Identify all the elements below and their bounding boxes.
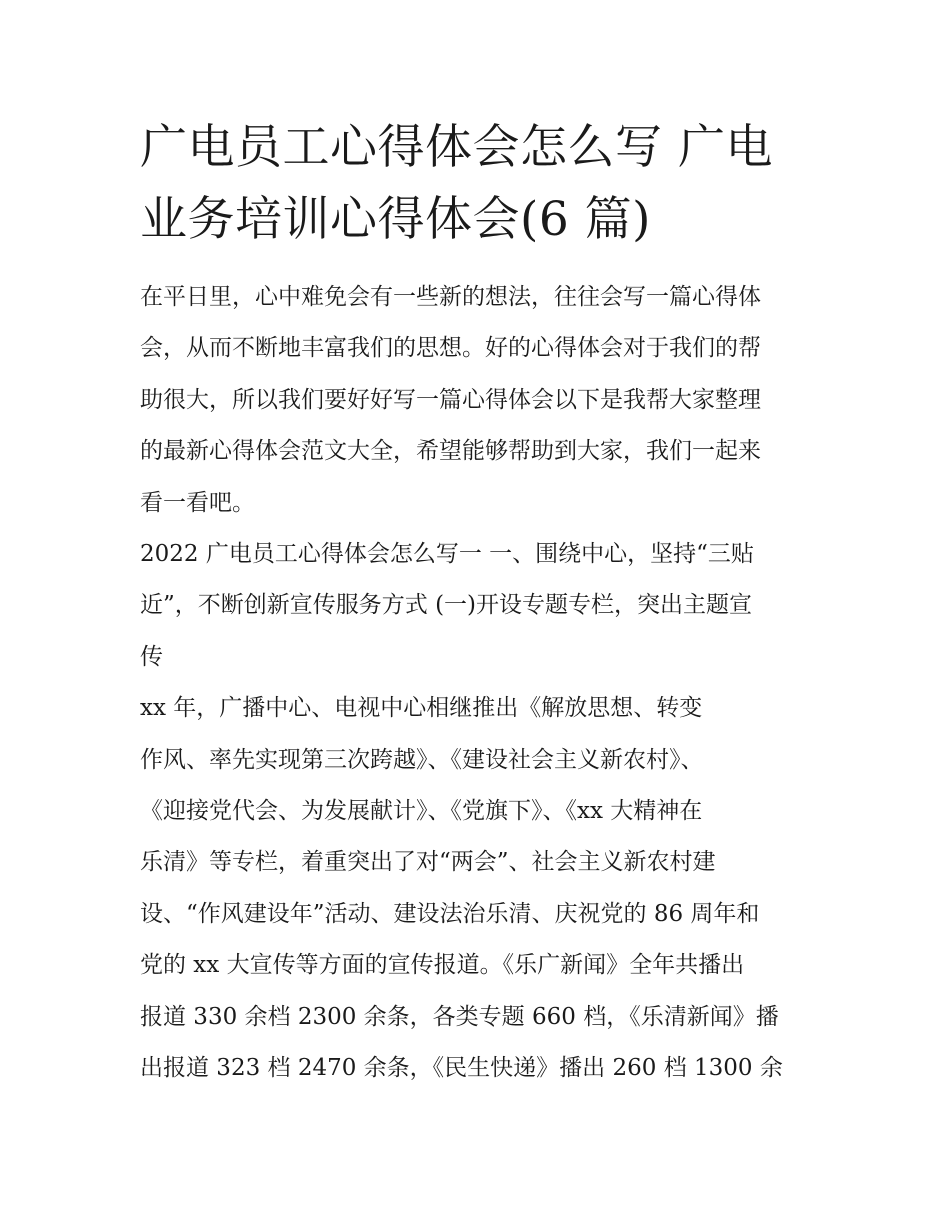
text-line: 看一看吧。	[140, 489, 255, 516]
text-line: 传	[140, 643, 163, 670]
text-line: xx 年，广播中心、电视中心相继推出《解放思想、转变	[140, 695, 703, 722]
text-line: 会，从而不断地丰富我们的思想。好的心得体会对于我们的帮	[140, 335, 761, 362]
document-title	[140, 112, 812, 256]
text-line: 在平日里，心中难免会有一些新的想法，往往会写一篇心得体	[140, 284, 761, 310]
text-line: 近”，不断创新宣传服务方式 (一)开设专题专栏，突出主题宣	[140, 592, 753, 619]
text-line: 报道 330 余档 2300 余条，各类专题 660 档，《乐清新闻》播	[140, 1003, 779, 1030]
text-line: 党的 xx 大宣传等方面的宣传报道。《乐广新闻》全年共播出	[140, 952, 745, 979]
title-line-1: 广电员工心得体会怎么写 广电	[140, 120, 773, 175]
title-line-2: 业务培训心得体会(6 篇)	[140, 192, 652, 247]
text-line: 助很大，所以我们要好好写一篇心得体会以下是我帮大家整理	[140, 386, 761, 413]
section-heading-paragraph	[140, 529, 812, 683]
text-line: 的最新心得体会范文大全，希望能够帮助到大家，我们一起来	[140, 438, 761, 465]
text-line: 作风、率先实现第三次跨越》、《建设社会主义新农村》、	[140, 746, 704, 773]
text-line: 设、“作风建设年”活动、建设法治乐清、庆祝党的 86 周年和	[140, 900, 760, 927]
body-paragraph	[140, 683, 812, 1094]
document-body	[140, 112, 812, 1095]
text-line: 乐清》等专栏，着重突出了对“两会”、社会主义新农村建	[140, 849, 716, 876]
intro-paragraph	[140, 272, 812, 529]
text-line: 《迎接党代会、为发展献计》、《党旗下》、《xx 大精神在	[140, 798, 703, 825]
text-line: 2022 广电员工心得体会怎么写一 一、围绕中心，坚持“三贴	[140, 541, 754, 568]
text-line: 出报道 323 档 2470 余条，《民生快递》播出 260 档 1300 余	[140, 1055, 783, 1082]
